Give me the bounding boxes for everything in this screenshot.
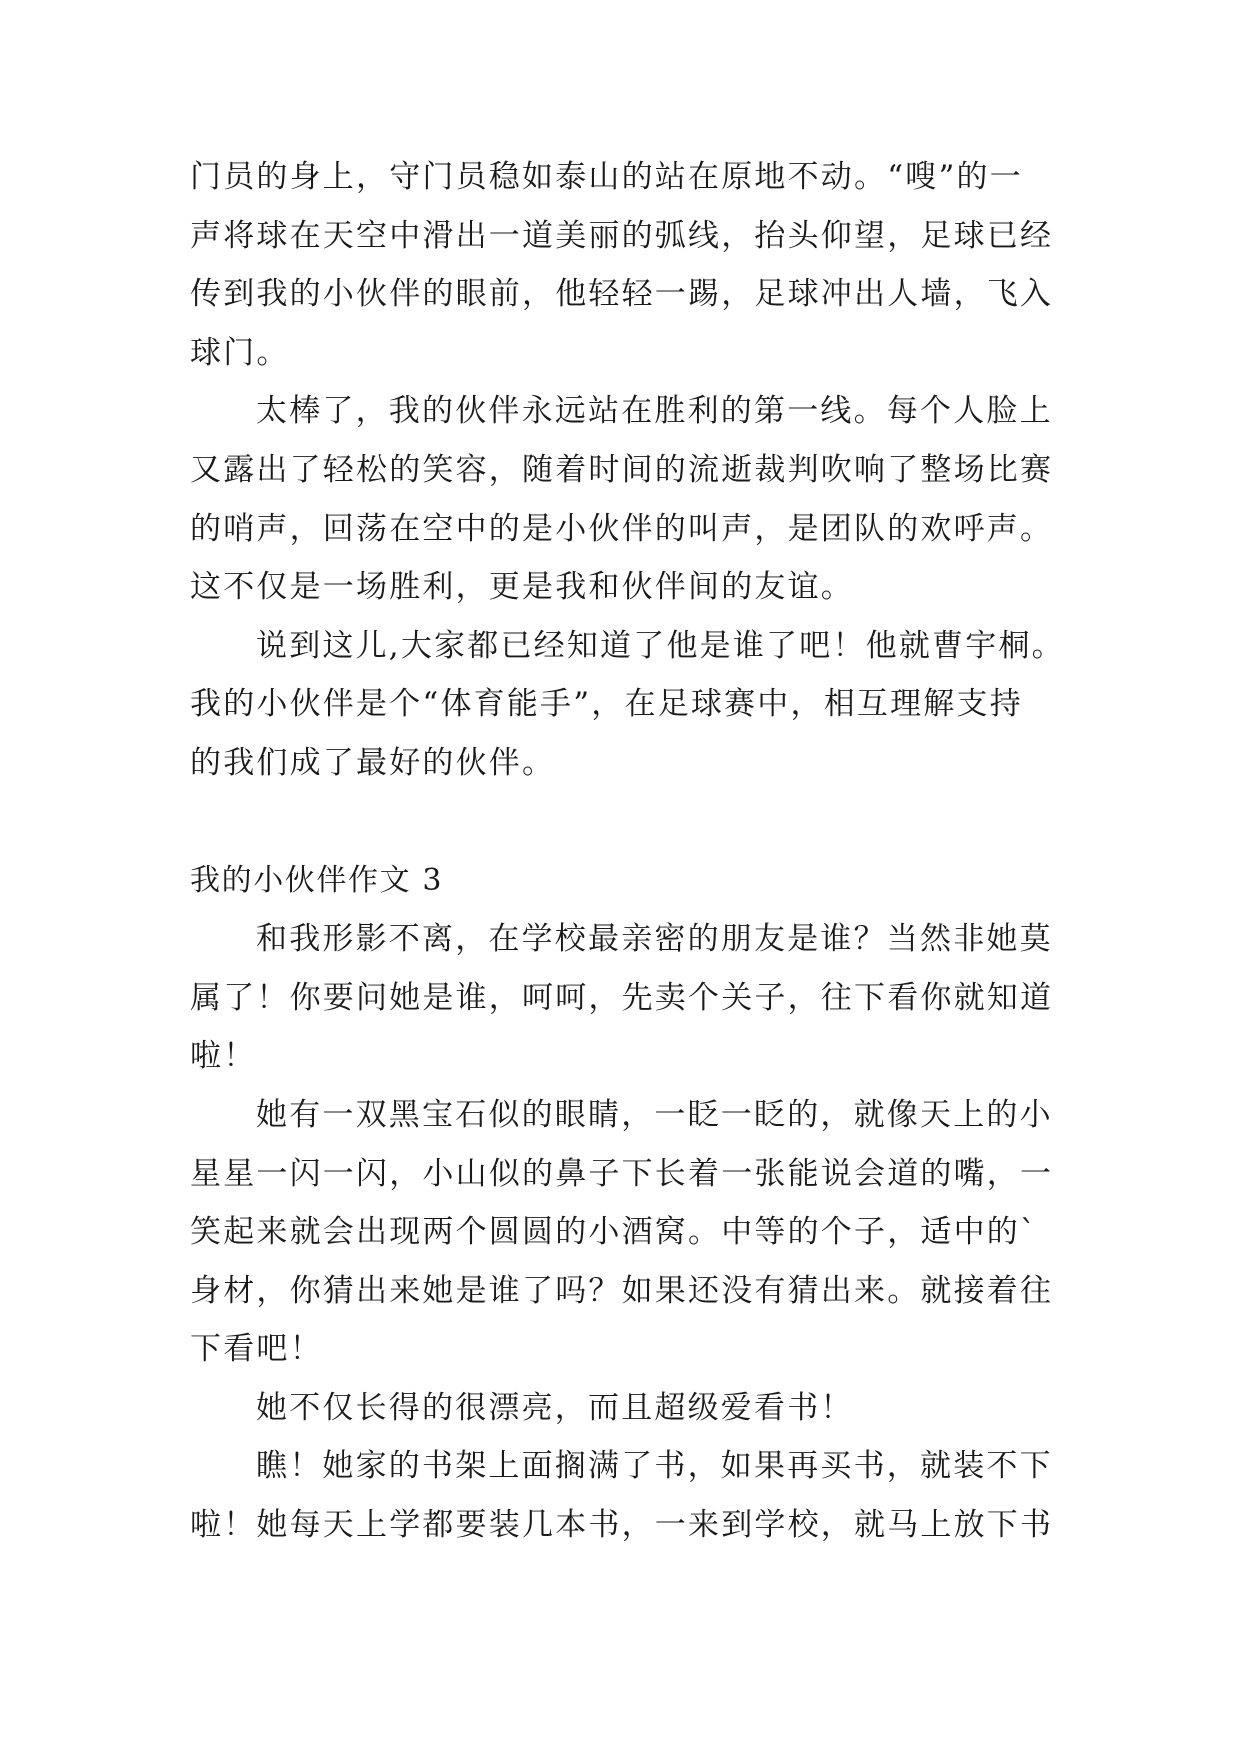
text-line: 下看吧！	[190, 1331, 323, 1368]
text-line: 星星一闪一闪，小山似的鼻子下长着一张能说会道的嘴，一	[190, 1155, 1054, 1192]
text-line: 啦！	[190, 1038, 257, 1075]
paragraph	[190, 910, 1054, 1086]
text-line: 这不仅是一场胜利，更是我和伙伴间的友谊。	[190, 569, 854, 606]
text-line: 她不仅长得的很漂亮，而且超级爱看书！	[256, 1389, 854, 1426]
text-line: 门员的身上，守门员稳如泰山的站在原地不动。“嗖”的一	[190, 159, 1023, 195]
text-line: 和我形影不离，在学校最亲密的朋友是谁？当然非她莫	[256, 921, 1053, 958]
document-page	[190, 148, 1065, 1555]
section-heading: 我的小伙伴作文 3	[190, 862, 444, 898]
text-line: 传到我的小伙伴的眼前，他轻轻一踢，足球冲出人墙，飞入	[190, 276, 1054, 313]
paragraph	[190, 1086, 1054, 1379]
text-line: 又露出了轻松的笑容，随着时间的流逝裁判吹响了整场比赛	[190, 451, 1054, 488]
text-line: 身材，你猜出来她是谁了吗？如果还没有猜出来。就接着往	[190, 1272, 1054, 1309]
paragraph	[190, 382, 1054, 616]
paragraph	[190, 1379, 1050, 1438]
paragraph	[190, 148, 1054, 382]
text-line: 的我们成了最好的伙伴。	[190, 744, 556, 781]
text-line: 瞧！她家的书架上面搁满了书，如果再买书，就装不下	[256, 1448, 1053, 1485]
text-line: 属了！你要问她是谁，呵呵，先卖个关子，往下看你就知道	[190, 979, 1054, 1016]
text-line: 啦！她每天上学都要装几本书，一来到学校，就马上放下书	[190, 1507, 1054, 1544]
text-line: 说到这儿,大家都已经知道了他是谁了吧！他就曹宇桐。	[256, 627, 1065, 664]
paragraph	[190, 1437, 1054, 1554]
text-line: 声将球在天空中滑出一道美丽的弧线，抬头仰望，足球已经	[190, 217, 1054, 254]
paragraph	[190, 617, 1065, 793]
text-line: 我的小伙伴是个“体育能手”，在足球赛中，相互理解支持	[190, 686, 1023, 723]
text-line: 球门。	[190, 334, 290, 371]
text-line: 她有一双黑宝石似的眼睛，一眨一眨的，就像天上的小	[256, 1096, 1053, 1133]
text-line: 的哨声，回荡在空中的是小伙伴的叫声，是团队的欢呼声。	[190, 510, 1054, 547]
text-line: 笑起来就会出现两个圆圆的小酒窝。中等的个子，适中的`	[190, 1214, 1038, 1251]
blank-line	[190, 793, 1050, 852]
text-line: 太棒了，我的伙伴永远站在胜利的第一线。每个人脸上	[256, 393, 1053, 430]
